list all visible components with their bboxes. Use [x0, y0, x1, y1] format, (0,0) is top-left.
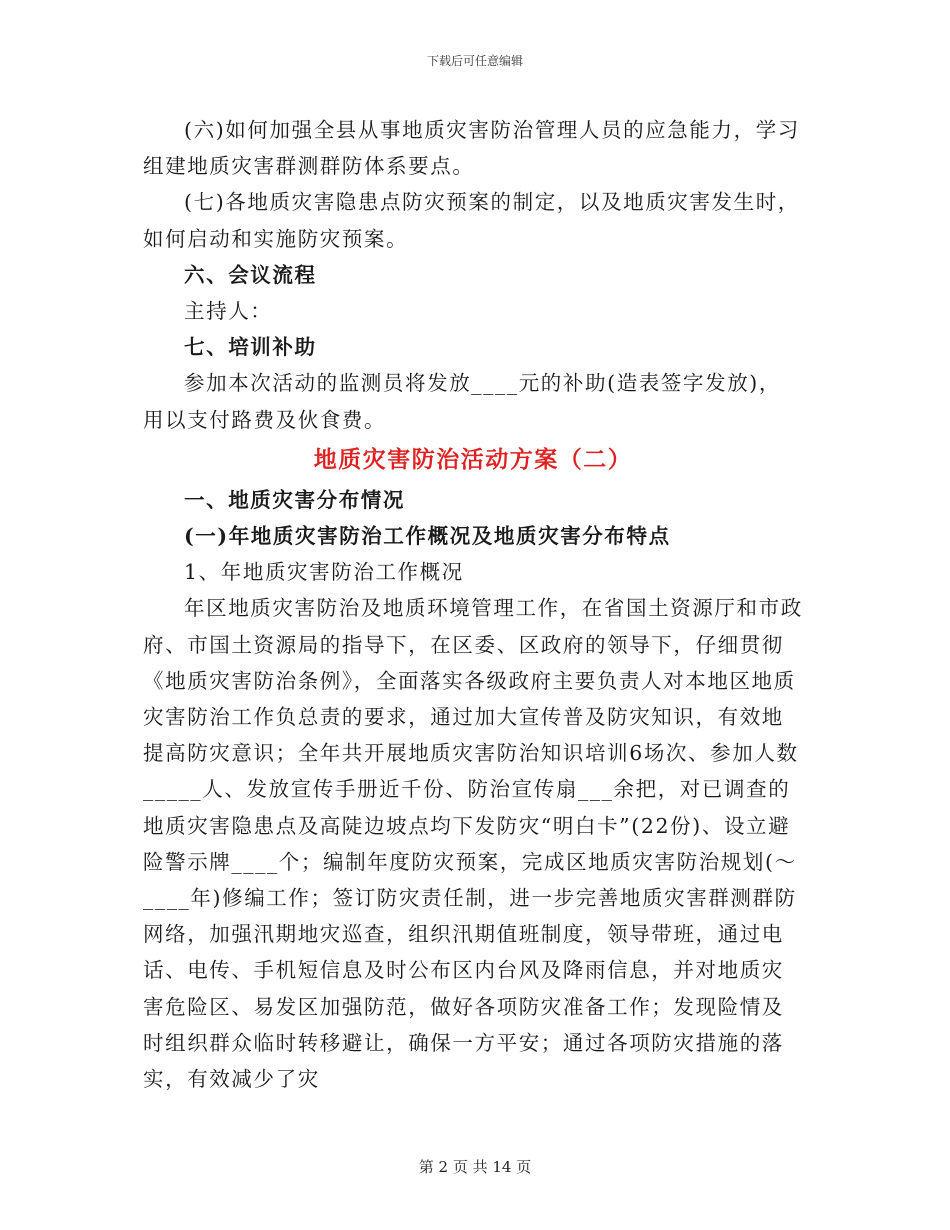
page-header: 下载后可任意编辑: [426, 54, 523, 68]
paragraph-body: 年区地质灾害防治及地质环境管理工作，在省国土资源厅和市政府、市国土资源局的指导下，在区委、区政府的领导下，仔细贯彻《地质灾害防治条例》，全面落实各级政府主要负责人对本地区地质灾害防治工作负总责的要求，通过加大宣传普及防灾知识，有效地提高防灾意识；全年共开展地质灾害防治知识培训6场次、参加人数_____人、发放宣传手册近千份、防治宣传扇___余把，对已调查的地质灾害隐患点及高陡边坡点均下发防灾“明白卡”(22份)、设立避险警示牌____个；编制年度防灾预案，完成区地质灾害防治规划(～____年)修编工作；签订防灾责任制，进一步完善地质灾害群测群防网络，加强汛期地灾巡查，组织汛期值班制度，领导带班，通过电话、电传、手机短信息及时公布区内台风及降雨信息，并对地质灾害危险区、易发区加强防范，做好各项防灾准备工作；发现险情及时组织群众临时转移避让，确保一方平安；通过各项防灾措施的落实，有效减少了灾: [143, 596, 803, 1092]
paragraph-item-6: (六)如何加强全县从事地质灾害防治管理人员的应急能力，学习组建地质灾害群测群防体系要点。: [143, 118, 800, 179]
section-title: 地质灾害防治活动方案（二）: [313, 445, 633, 473]
heading-meeting-flow: 六、会议流程: [184, 262, 317, 287]
paragraph-item-7: (七)各地质灾害隐患点防灾预案的制定，以及地质灾害发生时，如何启动和实施防灾预案。: [143, 190, 800, 251]
heading-training-subsidy: 七、培训补助: [184, 335, 317, 360]
paragraph-item-1: 1、年地质灾害防治工作概况: [184, 560, 464, 585]
heading-distribution: 一、地质灾害分布情况: [184, 487, 405, 512]
page-footer: 第 2 页 共 14 页: [418, 1158, 532, 1176]
paragraph-subsidy: 参加本次活动的监测员将发放____元的补助(造表签字发放)，用以支付路费及伙食费。: [143, 371, 781, 432]
document-body: [143, 112, 803, 1097]
paragraph-host: 主持人：: [184, 299, 273, 324]
heading-subsection-1: (一)年地质灾害防治工作概况及地质灾害分布特点: [184, 524, 671, 549]
